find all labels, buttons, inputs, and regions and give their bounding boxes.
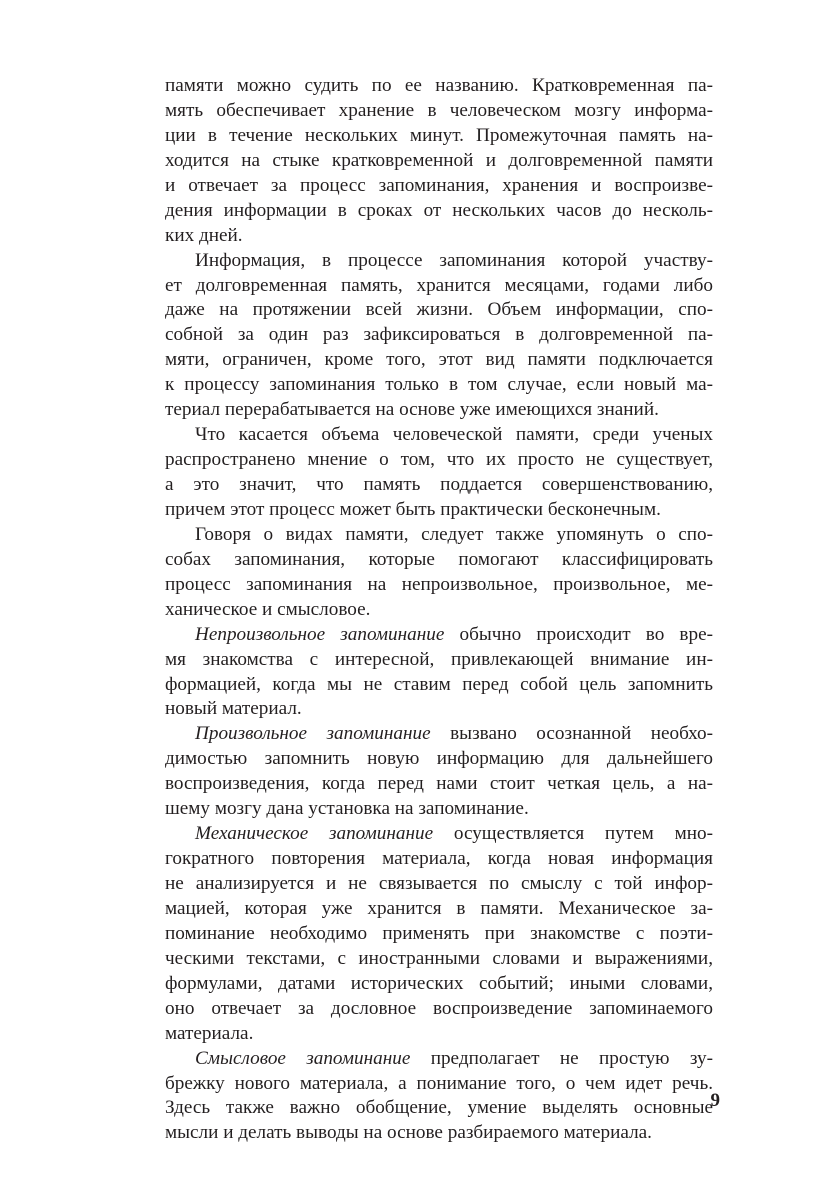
line-text: мацией, которая уже хранится в памяти. Механическое за- xyxy=(165,897,713,919)
line-text: мя знакомства с интересной, привлекающей внимание ин- xyxy=(165,648,713,670)
line-text: осуществляется путем мно- xyxy=(433,823,713,845)
line-text: ции в течение нескольких минут. Промежуточная память на- xyxy=(165,124,713,146)
italic-term: Непроизвольное запоминание xyxy=(195,623,445,645)
text-line xyxy=(165,74,713,99)
line-text: Что касается объема человеческой памяти, среди ученых xyxy=(195,424,713,446)
text-line xyxy=(165,323,713,348)
italic-term: Произвольное запоминание xyxy=(195,723,431,745)
italic-term: Механическое запоминание xyxy=(195,823,434,845)
text-line xyxy=(165,199,713,224)
text-line xyxy=(165,274,713,299)
text-line xyxy=(165,1121,713,1146)
italic-term: Смысловое запоминание xyxy=(195,1047,411,1069)
line-text: даже на протяжении всей жизни. Объем информации, спо- xyxy=(165,299,713,321)
text-line xyxy=(165,772,713,797)
text-line xyxy=(165,797,713,822)
paragraph xyxy=(165,623,713,723)
paragraph xyxy=(165,74,713,249)
text-line xyxy=(165,1096,713,1121)
text-line xyxy=(165,448,713,473)
line-text: мять обеспечивает хранение в человеческом мозгу информа- xyxy=(165,99,713,121)
text-line xyxy=(165,1022,713,1047)
paragraph xyxy=(165,822,713,1046)
text-line xyxy=(165,473,713,498)
text-line xyxy=(165,722,713,747)
line-text: ханическое и смысловое. xyxy=(165,598,371,620)
line-text: причем этот процесс может быть практически бесконечным. xyxy=(165,498,661,520)
paragraph xyxy=(165,722,713,822)
line-text: распространено мнение о том, что их просто не существует, xyxy=(165,449,713,471)
paragraph xyxy=(165,1047,713,1147)
line-text: процесс запоминания на непроизвольное, произвольное, ме- xyxy=(165,573,713,595)
line-text: мяти, ограничен, кроме того, этот вид памяти подключается xyxy=(165,349,713,371)
line-text: брежку нового материала, а понимание того, о чем идет речь. xyxy=(165,1072,713,1094)
text-line xyxy=(165,1072,713,1097)
line-text: ет долговременная память, хранится месяцами, годами либо xyxy=(165,274,713,296)
paragraph xyxy=(165,523,713,623)
text-line xyxy=(165,149,713,174)
line-text: предполагает не простую зу- xyxy=(410,1047,713,1069)
paragraph xyxy=(165,249,713,424)
line-text: новый материал. xyxy=(165,698,302,720)
text-line xyxy=(165,174,713,199)
line-text: дения информации в сроках от нескольких часов до несколь- xyxy=(165,199,713,221)
line-text: к процессу запоминания только в том случае, если новый ма- xyxy=(165,374,713,396)
line-text: шему мозгу дана установка на запоминание. xyxy=(165,798,529,820)
line-text: собной за один раз зафиксироваться в долговременной па- xyxy=(165,324,713,346)
text-line xyxy=(165,423,713,448)
text-line xyxy=(165,124,713,149)
text-line xyxy=(165,1047,713,1072)
line-text: не анализируется и не связывается по смыслу с той инфор- xyxy=(165,873,713,894)
line-text: оно отвечает за дословное воспроизведение запоминаемого xyxy=(165,997,713,1019)
text-line xyxy=(165,598,713,623)
text-line xyxy=(165,573,713,598)
text-line xyxy=(165,872,713,897)
text-line xyxy=(165,548,713,573)
text-line xyxy=(165,623,713,648)
text-line xyxy=(165,822,713,847)
text-line xyxy=(165,523,713,548)
text-line xyxy=(165,922,713,947)
text-line xyxy=(165,224,713,249)
line-text: Информация, в процессе запоминания которой участву- xyxy=(195,249,713,271)
text-line xyxy=(165,947,713,972)
text-line xyxy=(165,498,713,523)
paragraph xyxy=(165,423,713,523)
text-line xyxy=(165,648,713,673)
text-line xyxy=(165,298,713,323)
line-text: памяти можно судить по ее названию. Кратковременная па- xyxy=(165,75,713,96)
text-line xyxy=(165,997,713,1022)
line-text: ходится на стыке кратковременной и долговременной памяти xyxy=(165,149,713,171)
page-body-text xyxy=(165,74,713,1146)
line-text: воспроизведения, когда перед нами стоит четкая цель, а на- xyxy=(165,773,713,795)
line-text: а это значит, что память поддается совершенствованию, xyxy=(165,474,713,495)
text-line xyxy=(165,348,713,373)
text-line xyxy=(165,249,713,274)
text-line xyxy=(165,847,713,872)
line-text: Здесь также важно обобщение, умение выделять основные xyxy=(165,1097,713,1119)
line-text: вызвано осознанной необхо- xyxy=(430,723,713,745)
line-text: димостью запомнить новую информацию для дальнейшего xyxy=(165,748,713,770)
line-text: ких дней. xyxy=(165,224,243,246)
line-text: ческими текстами, с иностранными словами и выражениями, xyxy=(165,947,713,969)
page-number: 9 xyxy=(710,1090,720,1111)
line-text: поминание необходимо применять при знакомстве с поэти- xyxy=(165,922,713,944)
text-line xyxy=(165,972,713,997)
line-text: териал перерабатывается на основе уже имеющихся знаний. xyxy=(165,399,659,421)
line-text: Говоря о видах памяти, следует также упомянуть о спо- xyxy=(195,523,713,545)
line-text: мысли и делать выводы на основе разбираемого материала. xyxy=(165,1122,652,1144)
text-line xyxy=(165,747,713,772)
text-line xyxy=(165,897,713,922)
text-line xyxy=(165,673,713,698)
line-text: гократного повторения материала, когда новая информация xyxy=(165,848,713,870)
line-text: формулами, датами исторических событий; иными словами, xyxy=(165,972,713,994)
line-text: и отвечает за процесс запоминания, хранения и воспроизве- xyxy=(165,174,713,196)
line-text: формацией, когда мы не ставим перед собой цель запомнить xyxy=(165,673,713,695)
text-line xyxy=(165,373,713,398)
text-line xyxy=(165,398,713,423)
text-line xyxy=(165,697,713,722)
line-text: обычно происходит во вре- xyxy=(444,623,713,645)
line-text: материала. xyxy=(165,1022,254,1044)
text-line xyxy=(165,99,713,124)
line-text: собах запоминания, которые помогают классифицировать xyxy=(165,548,713,570)
